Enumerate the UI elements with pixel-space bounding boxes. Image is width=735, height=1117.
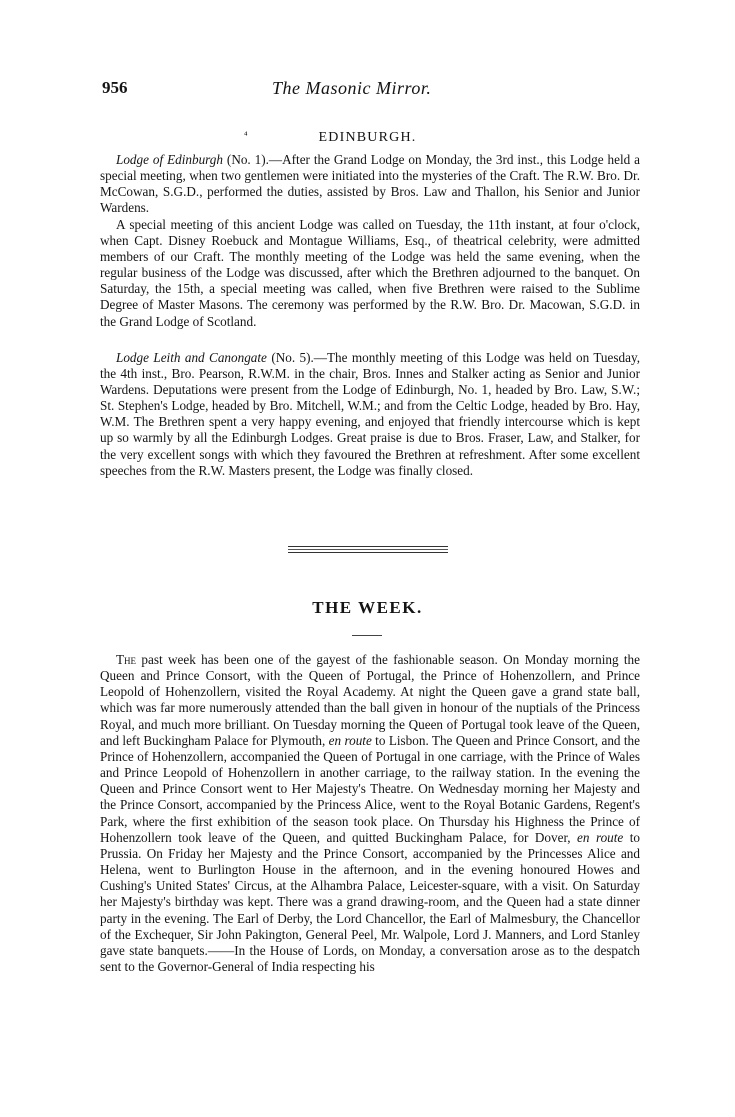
paragraph-text: (No. 5).—The monthly meeting of this Lodge was held on Tuesday, the 4th inst., Bro. Pearson, R.W.M. in the chair, Bros. Innes and Stalker acting as Senior and Junior Wardens. Deputations were present from the Lodge of Edinburgh, No. 1, headed by Bro. Law, S.W.; St. Stephen's Lodge, headed by Bro. Mitchell, W.M.; and from the Celtic Lodge, headed by Bro. Hay, W.M. The Brethren spent a very happy evening, and enjoyed that friendly intercourse which is kept up so warmly by all the Edinburgh Lodges. Great praise is due to Bros. Fraser, Law, and Stalker, for the very excellent songs with which they favoured the Brethren at refreshment. After some excellent speeches from the R.W. Masters present, the Lodge was finally closed.: [100, 350, 640, 478]
paragraph-the-week: [100, 652, 640, 975]
italic-phrase: en route: [328, 732, 372, 748]
printer-mark: ⁴: [244, 130, 248, 141]
paragraph-text: to Lisbon. The Queen and Prince Consort, and the Prince of Hohenzollern, accompanied the Queen of Portugal in one carriage, with the Prince of Wales and Prince Leopold of Hohenzollern in another carriage, to the railway station. In the evening the Queen and Prince Consort went to Her Majesty's Theatre. On Wednesday morning her Majesty and the Prince Consort, accompanied by the Princess Alice, went to the Royal Botanic Gardens, Regent's Park, where the first exhibition of the season took place. On Thursday his Highness the Prince of Hohenzollern took leave of the Queen, and quitted Buckingham Palace, for Dover,: [100, 732, 640, 845]
lodge-name: Lodge of Edinburgh: [116, 152, 223, 167]
journal-title: The Masonic Mirror.: [272, 78, 432, 98]
divider-line: [288, 546, 448, 547]
heading-underline: [352, 635, 382, 636]
divider-line: [288, 552, 448, 553]
paragraph-text: (No. 1).—After the Grand Lodge on Monday, the 3rd inst., this Lodge held a special meeting, when two gentlemen were initiated into the mysteries of the Craft. The R.W. Bro. Dr. McCowan, S.G.D., performed the duties, assisted by Bros. Law and Thallon, his Senior and Junior Wardens.: [100, 152, 640, 216]
lead-word: The: [116, 652, 137, 667]
running-head: [102, 78, 642, 102]
page-number: 956: [102, 78, 128, 97]
section-divider: [288, 546, 448, 553]
section-heading-the-week: THE WEEK.: [312, 598, 423, 617]
paragraph-lodge-leith: [100, 350, 640, 479]
paragraph-text: to Prussia. On Friday her Majesty and the Prince Consort, accompanied by the Princesses Alice and Helena, went to Burlington House in the afternoon, and in the evening honoured Howes and Cushing's United States' Circus, at the Alhambra Palace, Leicester-square, with a visit. On Saturday her Majesty's birthday was kept. There was a grand drawing-room, and the Queen had a state dinner party in the evening. The Earl of Derby, the Lord Chancellor, the Earl of Malmesbury, the Chancellor of the Exchequer, Sir John Pakington, General Peel, Mr. Walpole, Lord J. Manners, and Lord Stanley gave state banquets.——In the House of Lords, on Monday, a conversation arose as to the despatch sent to the Governor-General of India respecting his: [100, 829, 640, 974]
lodge-name: Lodge Leith and Canongate: [116, 350, 267, 365]
paragraph-text: past week has been one of the gayest of the fashionable season. On Monday morning the Queen and Prince Consort, with the Queen of Portugal, the Prince of Hohenzollern, and Prince Leopold of Hohenzollern, visited the Royal Academy. At night the Queen gave a grand state ball, which was far more numerously attended than the ball given in honour of the nuptials of the Princess Royal, and much more brilliant. On Tuesday morning the Queen of Portugal took leave of the Queen, and left Buckingham Palace for Plymouth,: [100, 652, 640, 748]
italic-phrase: en route: [577, 829, 624, 845]
section-heading-edinburgh: EDINBURGH.: [318, 130, 417, 145]
paragraph-special-meeting: A special meeting of this ancient Lodge was called on Tuesday, the 11th instant, at four o'clock, when Capt. Disney Roebuck and Montague Williams, Esq., of theatrical celebrity, were admitted members of our Craft. The monthly meeting of the Lodge was held the same evening, when the regular business of the Lodge was discussed, after which the Brethren adjourned to the banquet. On Saturday, the 15th, a special meeting was called, when five Brethren were raised to the Sublime Degree of Master Masons. The ceremony was performed by the R.W. Bro. Dr. Macowan, S.G.D. in the Grand Lodge of Scotland.: [100, 217, 640, 329]
paragraph-lodge-of-edinburgh: [100, 152, 640, 216]
divider-line: [288, 549, 448, 550]
